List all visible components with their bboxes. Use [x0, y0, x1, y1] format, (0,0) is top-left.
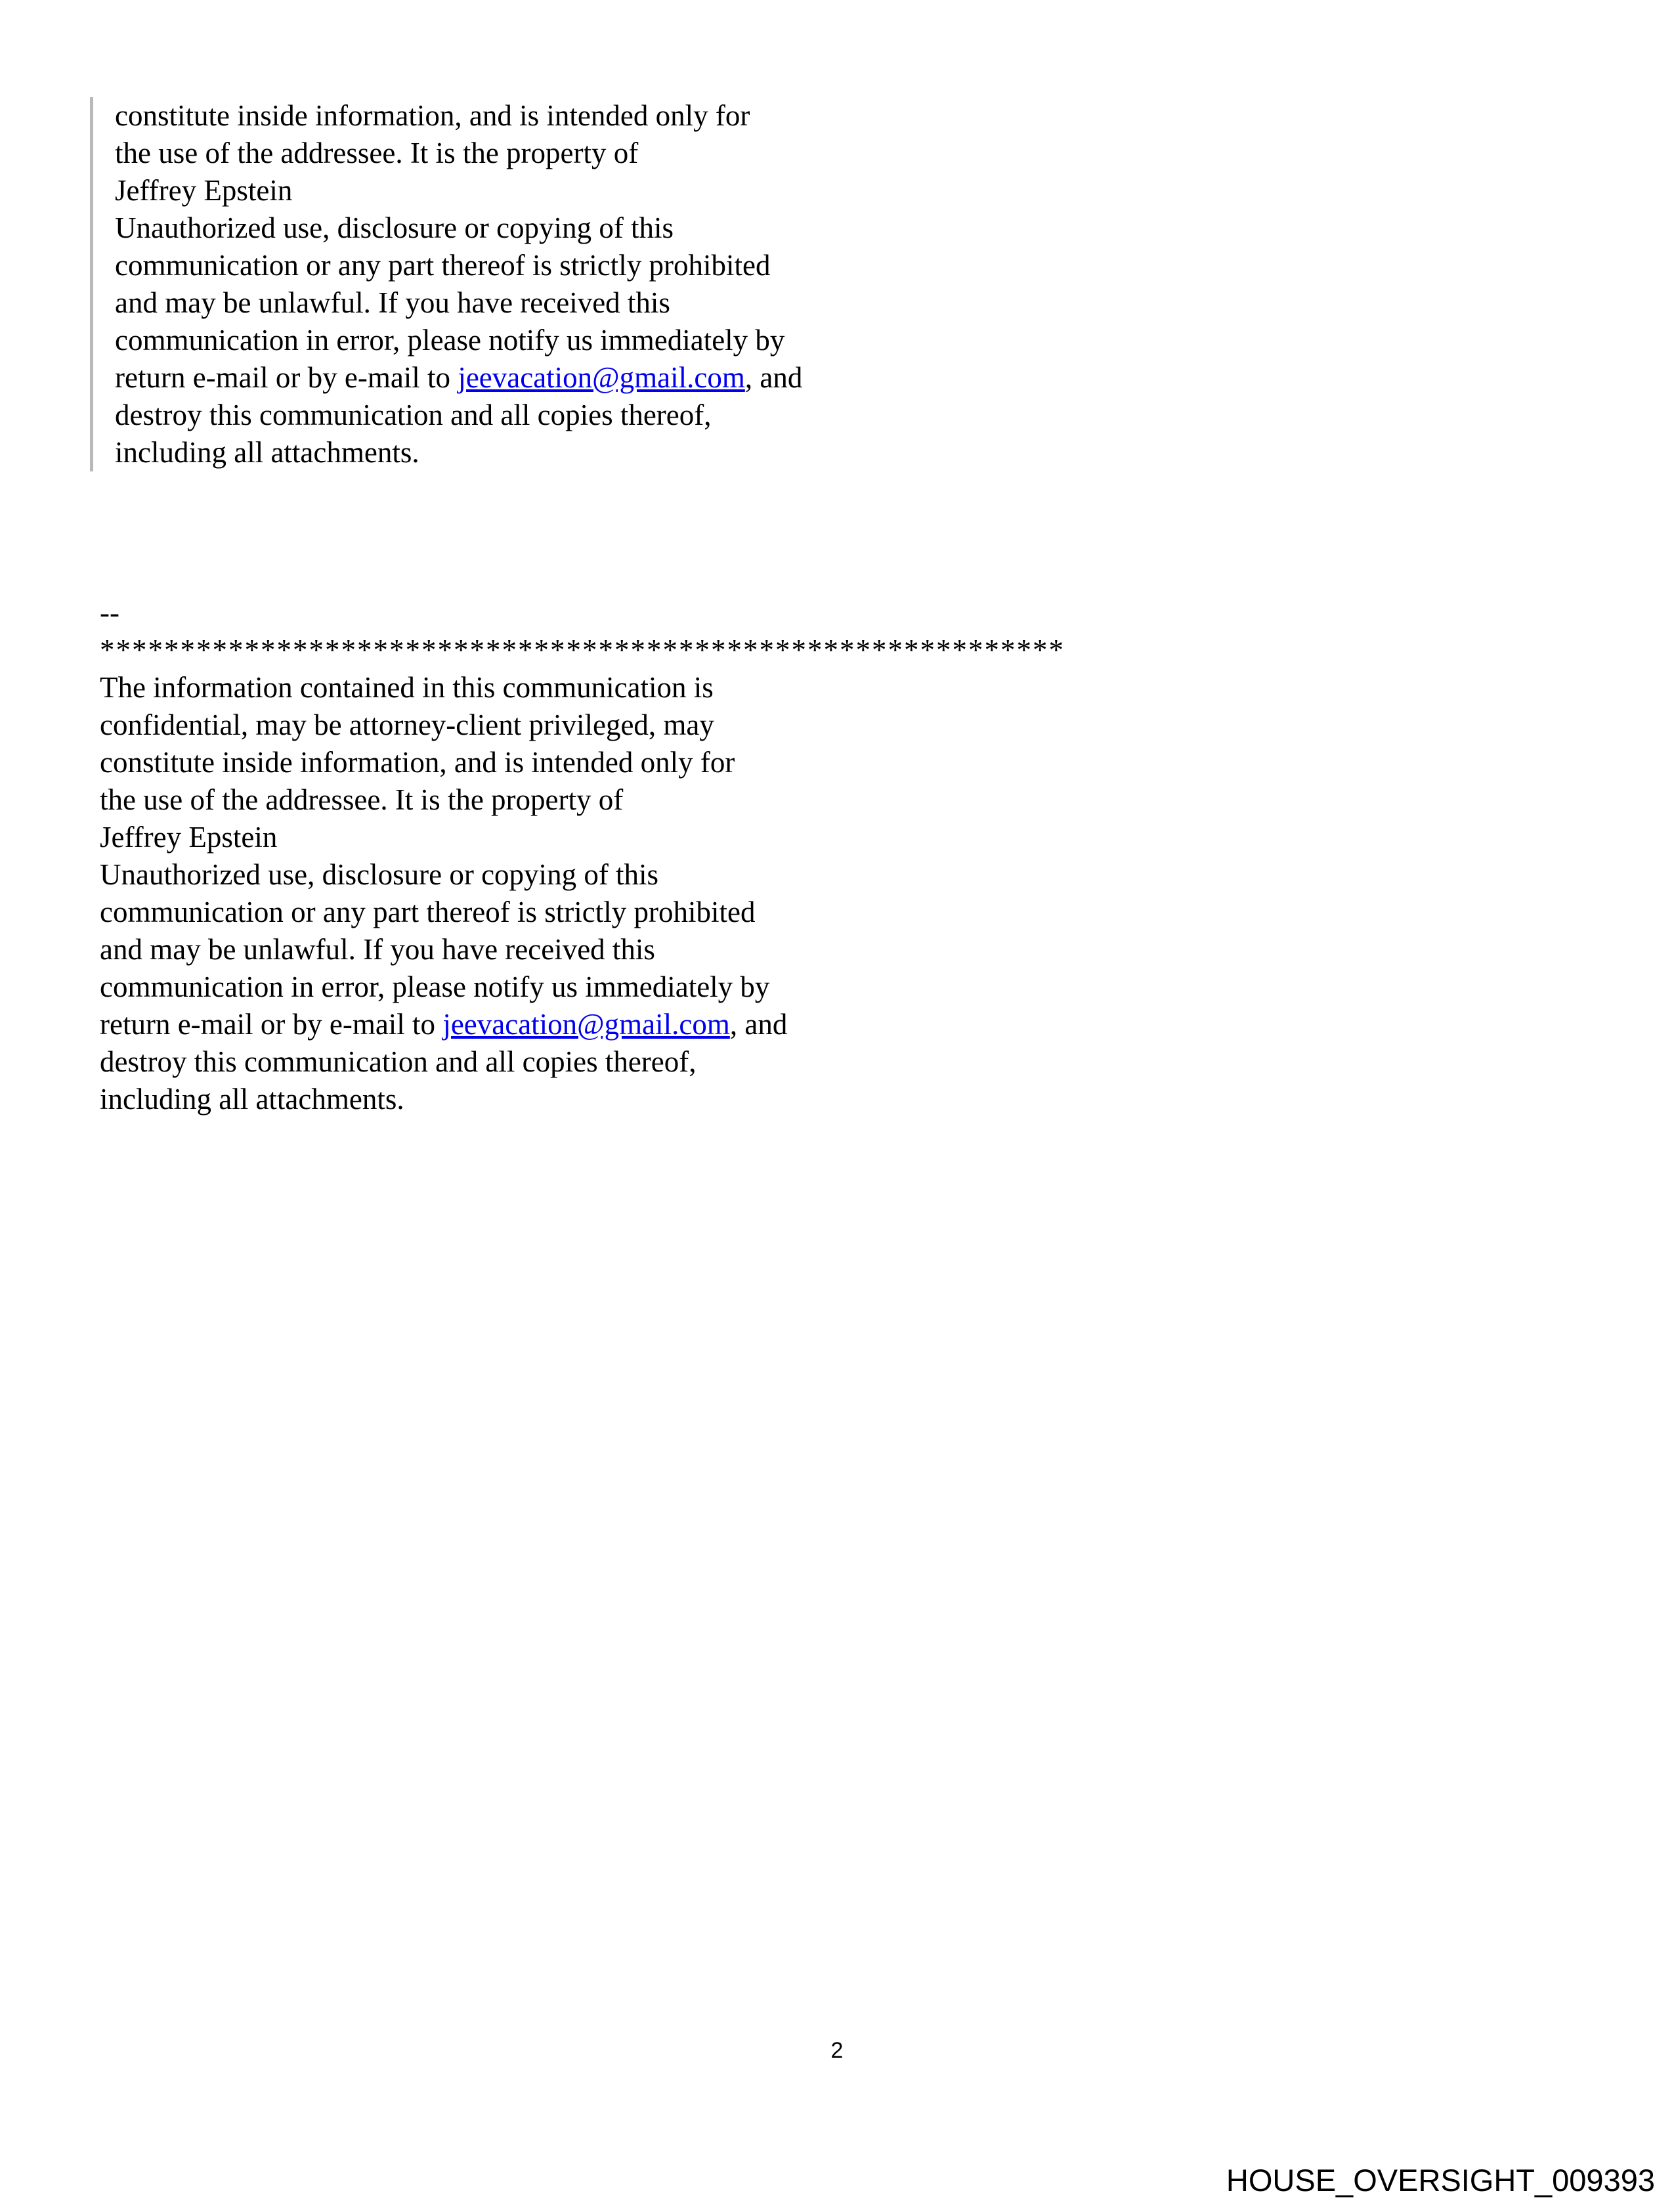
disclaimer-line: and may be unlawful. If you have received this: [115, 286, 670, 319]
disclaimer-line: destroy this communication and all copies thereof,: [115, 399, 712, 431]
disclaimer-line-with-link: [115, 359, 802, 397]
disclaimer-line: communication or any part thereof is strictly prohibited: [100, 896, 756, 928]
disclaimer-line: Unauthorized use, disclosure or copying of this: [100, 858, 659, 891]
signature-separator: --: [100, 596, 119, 629]
disclaimer-line: including all attachments.: [115, 436, 419, 469]
asterisk-divider-line: ************************************************************: [100, 634, 1065, 666]
link-line-suffix: , and: [744, 361, 803, 394]
disclaimer-line: destroy this communication and all copies thereof,: [100, 1045, 697, 1078]
disclaimer-line: The information contained in this communication is: [100, 671, 714, 704]
disclaimer-line: and may be unlawful. If you have received this: [100, 933, 655, 966]
disclaimer-line: Jeffrey Epstein: [100, 821, 278, 854]
disclaimer-line: communication in error, please notify us immediately by: [100, 970, 770, 1003]
page-number: 2: [830, 2038, 844, 2063]
disclaimer-line-with-link: [100, 1006, 1065, 1043]
disclaimer-line: communication in error, please notify us immediately by: [115, 324, 785, 357]
bates-stamp: HOUSE_OVERSIGHT_009393: [1226, 2163, 1655, 2198]
disclaimer-line: including all attachments.: [100, 1083, 404, 1116]
email-link[interactable]: jeevacation@gmail.com: [458, 361, 745, 394]
disclaimer-line: the use of the addressee. It is the property of: [100, 783, 624, 816]
disclaimer-line: constitute inside information, and is intended only for: [100, 746, 735, 779]
link-line-prefix: return e-mail or by e-mail to: [115, 361, 458, 394]
link-line-suffix: , and: [729, 1008, 788, 1041]
email-link[interactable]: jeevacation@gmail.com: [442, 1008, 730, 1041]
disclaimer-line: Unauthorized use, disclosure or copying of this: [115, 211, 674, 244]
quoted-disclaimer-block: [90, 97, 802, 471]
signature-disclaimer-block: [100, 594, 1065, 1118]
disclaimer-line: confidential, may be attorney-client privileged, may: [100, 708, 714, 741]
link-line-prefix: return e-mail or by e-mail to: [100, 1008, 443, 1041]
disclaimer-line: communication or any part thereof is strictly prohibited: [115, 249, 771, 282]
disclaimer-line: constitute inside information, and is intended only for: [115, 99, 750, 132]
disclaimer-line: the use of the addressee. It is the property of: [115, 137, 639, 169]
disclaimer-line: Jeffrey Epstein: [115, 174, 293, 207]
